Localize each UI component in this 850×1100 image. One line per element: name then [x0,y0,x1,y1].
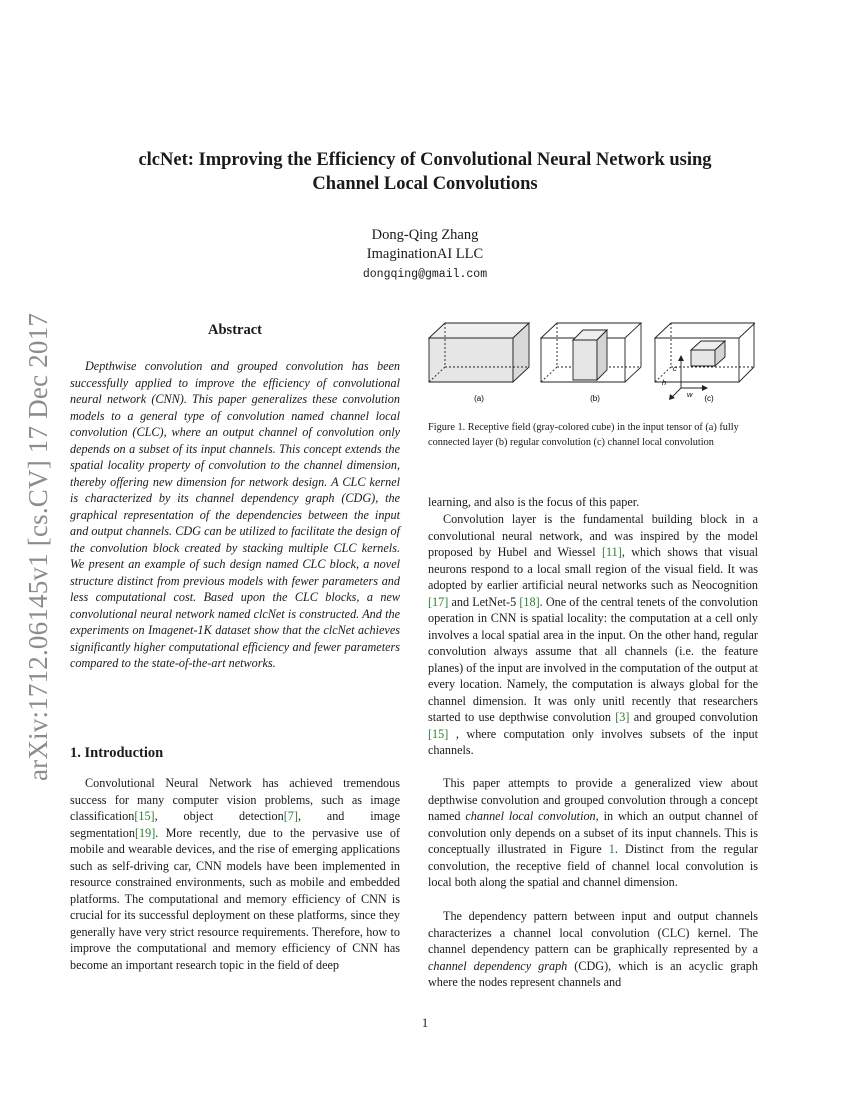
title-line-2: Channel Local Convolutions [312,174,538,194]
author-email[interactable]: dongqing@gmail.com [362,268,488,281]
intro-text: , object detection [154,809,284,823]
paragraph-text: Convolution layer is the fundamental building block in a convolutional neural network, and was inspired by the model proposed by Hubel and Wiessel [428,512,758,559]
citation-link[interactable]: [15] [134,809,155,823]
intro-text: Convolutional Neural Network has achieved tremendous success for many computer vision problems, such as image classification [70,776,400,823]
citation-link[interactable]: [17] [428,594,449,609]
paper-title [60,148,790,196]
citation-link[interactable]: [3] [615,710,630,724]
introduction-paragraph [70,775,400,973]
author-name: Dong-Qing Zhang [371,227,479,243]
paragraph-text: (CDG), which is an acyclic graph where the nodes represent channels and [428,958,758,989]
paragraph-text: , in which an output channel of convolution only depends on a subset of its input channels. This is conceptually illustrated in Figure [428,809,758,856]
abstract-text: Depthwise convolution and grouped convolution has been successfully applied to improve the efficiency of convolutional neural network (CNN). This paper generalizes these convolution models to a general type of convolution named channel local convolution (CLC), where an output channel of convolution only depends on a subset of its input channels. This concept extends the spatial locality property of convolution to the channel dimension, thereby offering new dimension for network design. A CLC kernel is characterized by its channel dependency graph (CDG), the graphical representation of the dependencies between the input and output channels. CDG can be utilized to facilitate the design of the convolution block created by stacking multiple CLC kernels. We present an example of such design named CLC block, a novel structure distinct from previous models with fewer parameters and less computational cost. Based upon the CLC blocks, a new convolutional neural network named clcNet is constructed. And the experiments on Imagenet-1K dataset show that the clcNet achieves significantly higher computational efficiency and fewer parameters compared to the state-of-the-art networks. [70,359,400,670]
intro-text: , and image segmentation [70,809,400,840]
arxiv-stamp [20,305,53,785]
author-affiliation: ImaginationAI LLC [366,246,484,262]
figure-reference-link[interactable]: 1 [608,842,615,856]
citation-link[interactable]: [18] [519,594,540,609]
paragraph-text: , where computation only involves subsets of the input channels. [428,726,758,757]
intro-text: . More recently, due to the pervasive use of mobile and wearable devices, and the rise of emerging applications such as self-driving car, CNN models have been implemented in resource constrained environments, such as mobile and embedded platforms. The computational and memory efficiency of CNN is crucial for its successful deployment on these platforms, since they generally have very strict resource requirements. Therefore, how to improve the computational and memory efficiency of CNN has become an important research topic in the field of deep [70,825,400,972]
figure-panel-a [429,323,529,382]
emphasis-text: channel dependency graph [428,958,568,973]
figure-panel-b [541,323,641,382]
right-paragraph-1 [428,511,758,759]
paragraph-text: . Distinct from the regular convolution, the receptive field of channel local convolution is local both along the spatial and channel dimension. [428,842,758,889]
right-paragraph-3 [428,908,758,991]
right-paragraph-2 [428,775,758,891]
page-number: 1 [421,1016,429,1030]
citation-link[interactable]: [7] [283,809,298,823]
axis-label-w: w [687,390,693,399]
citation-link[interactable]: [19] [134,825,156,840]
paragraph-text: This paper attempts to provide a generalized view about depthwise convolution and grouped convolution through a concept named [428,776,758,823]
paragraph-text: and grouped convolution [629,710,758,724]
figure-label-a: (a) [474,394,484,403]
figure-1 [425,318,755,410]
paragraph-text: The dependency pattern between input and output channels characterizes a channel local convolution (CLC) kernel. The channel dependency pattern can be graphically represented by a [428,909,758,956]
title-line-1: clcNet: Improving the Efficiency of Convolutional Neural Network using [138,150,712,170]
paragraph-text: and LetNet-5 [448,594,520,609]
abstract-heading: Abstract [208,322,262,338]
axis-label-c: c [673,364,677,373]
paragraph-text: , which shows that visual neurons respond to a local small region of the visual field. It was adopted by earlier artificial neural networks such as Neocognition [428,545,758,592]
arxiv-id: arXiv:1712.06145v1 [cs.CV] 17 Dec 2017 [23,312,53,781]
citation-link[interactable]: [11] [601,545,622,559]
axis-label-h: h [662,378,667,387]
emphasis-text: channel local convolution [465,809,596,823]
right-column-continuation: learning, and also is the focus of this paper. [428,495,640,509]
citation-link[interactable]: [15] [428,726,449,741]
figure-1-caption: Figure 1. Receptive field (gray-colored cube) in the input tensor of (a) fully connected layer (b) regular convolution (c) channel local convolution [428,422,739,448]
figure-label-c: (c) [704,394,714,403]
figure-label-b: (b) [590,394,600,403]
paragraph-text: . One of the central tenets of the convolution operation in CNN is spatial locality: the computation at a cell only involves a local spatial area in the input. On the other hand, regular convolution always assume that all channels (i.e. the feature planes) of the input are involved in the computation of the output at every location. Namely, the computation is always global for the channel dimension. It was only unitl recently that researchers started to use depthwise convolution [428,594,758,724]
section-heading-introduction: 1. Introduction [70,745,164,761]
